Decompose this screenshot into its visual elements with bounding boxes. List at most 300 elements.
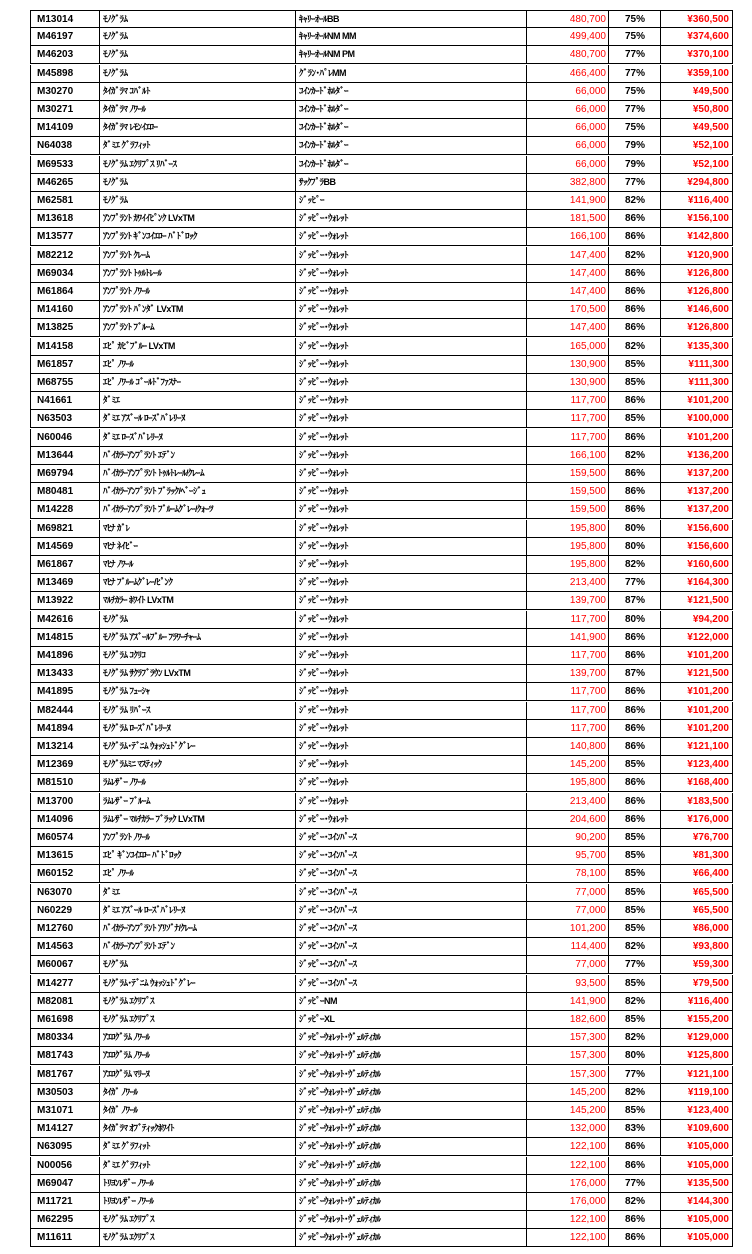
item-code: M81767	[30, 1066, 99, 1083]
item-name: ﾏﾋﾅ ﾉﾜｰﾙ	[99, 556, 295, 573]
item-code: M14815	[30, 629, 99, 646]
item-name: ﾓﾉｸﾞﾗﾑ ｱｽﾞｰﾙﾌﾞﾙｰ ﾌﾗﾜｰﾁｬｰﾑ	[99, 629, 295, 646]
buy-rate: 82%	[608, 338, 660, 355]
item-name: ｱﾝﾌﾟﾗﾝﾄ ｷﾞﾝｺｲｴﾛｰ ﾊﾞﾄﾞﾛｯｸ	[99, 228, 295, 245]
item-name: ｴﾋﾟ ﾉﾜｰﾙ	[99, 356, 295, 373]
item-code: M69821	[30, 520, 99, 537]
item-name: ｴﾋﾟ ｶﾋﾞﾌﾞﾙｰ LVxTM	[99, 338, 295, 355]
buy-price: ¥160,600	[660, 556, 733, 573]
buy-rate: 82%	[608, 938, 660, 955]
item-type: ｼﾞｯﾋﾟｰ･ｳｫﾚｯﾄ	[295, 811, 526, 828]
item-code: M69533	[30, 156, 99, 173]
item-code: M11721	[30, 1193, 99, 1210]
item-code: M14228	[30, 501, 99, 518]
retail-price: 166,100	[526, 447, 608, 464]
item-type: ｼﾞｯﾋﾟｰ･ｳｫﾚｯﾄ	[295, 319, 526, 336]
table-row	[30, 119, 733, 137]
item-code: M14563	[30, 938, 99, 955]
buy-price: ¥50,800	[660, 101, 733, 118]
buy-price: ¥105,000	[660, 1229, 733, 1246]
retail-price: 145,200	[526, 1084, 608, 1101]
item-name: ﾀﾞﾐｴ ｱｽﾞｰﾙ ﾛｰｽﾞﾊﾞﾚﾘｰﾇ	[99, 902, 295, 919]
retail-price: 114,400	[526, 938, 608, 955]
retail-price: 77,000	[526, 884, 608, 901]
item-name: ﾀﾞﾐｴ ﾛｰｽﾞﾊﾞﾚﾘｰﾇ	[99, 429, 295, 446]
buy-rate: 86%	[608, 793, 660, 810]
item-code: M69034	[30, 265, 99, 282]
item-code: N63503	[30, 410, 99, 427]
item-type: ｼﾞｯﾋﾟｰNM	[295, 993, 526, 1010]
item-name: ﾀｲｶﾞﾗﾏ ﾚﾓﾝｲｴﾛｰ	[99, 119, 295, 136]
buy-rate: 77%	[608, 46, 660, 63]
item-code: M14160	[30, 301, 99, 318]
item-code: M14569	[30, 538, 99, 555]
item-type: ｼﾞｯﾋﾟｰ･ｳｫﾚｯﾄ	[295, 665, 526, 682]
table-row	[30, 1029, 733, 1047]
item-code: M30271	[30, 101, 99, 118]
retail-price: 213,400	[526, 793, 608, 810]
item-type: ｼﾞｯﾋﾟｰｳｫﾚｯﾄ･ｳﾞｪﾙﾃｨｶﾙ	[295, 1138, 526, 1155]
item-code: M61864	[30, 283, 99, 300]
buy-rate: 75%	[608, 119, 660, 136]
item-type: ｼﾞｯﾋﾟｰｳｫﾚｯﾄ･ｳﾞｪﾙﾃｨｶﾙ	[295, 1193, 526, 1210]
table-row	[30, 993, 733, 1011]
item-code: M31071	[30, 1102, 99, 1119]
buy-rate: 75%	[608, 83, 660, 100]
buy-rate: 75%	[608, 28, 660, 45]
item-name: ｴﾋﾟ ｷﾞﾝｺｲｴﾛｰ ﾊﾞﾄﾞﾛｯｸ	[99, 847, 295, 864]
buy-rate: 85%	[608, 1011, 660, 1028]
buy-price: ¥121,100	[660, 738, 733, 755]
retail-price: 166,100	[526, 228, 608, 245]
item-name: ﾄﾘﾖﾝﾚｻﾞｰ ﾉﾜｰﾙ	[99, 1175, 295, 1192]
buy-price: ¥101,200	[660, 702, 733, 719]
item-name: ﾗﾑﾚｻﾞｰ ﾏﾙﾁｶﾗｰ ﾌﾞﾗｯｸ LVxTM	[99, 811, 295, 828]
buy-price: ¥93,800	[660, 938, 733, 955]
item-name: ｱﾝﾌﾟﾗﾝﾄ ﾉﾜｰﾙ	[99, 829, 295, 846]
retail-price: 147,400	[526, 283, 608, 300]
item-type: ｼﾞｯﾋﾟｰ･ｳｫﾚｯﾄ	[295, 720, 526, 737]
item-type: ｼﾞｯﾋﾟｰ･ｳｫﾚｯﾄ	[295, 338, 526, 355]
item-code: M13922	[30, 592, 99, 609]
buy-rate: 86%	[608, 774, 660, 791]
buy-rate: 85%	[608, 884, 660, 901]
item-name: ﾓﾉｸﾞﾗﾑ	[99, 956, 295, 973]
buy-price: ¥52,100	[660, 137, 733, 154]
table-row	[30, 210, 733, 228]
buy-price: ¥126,800	[660, 319, 733, 336]
table-row	[30, 629, 733, 647]
item-code: M41896	[30, 647, 99, 664]
buy-price: ¥66,400	[660, 865, 733, 882]
item-code: M46197	[30, 28, 99, 45]
buy-rate: 86%	[608, 1138, 660, 1155]
buy-price: ¥135,300	[660, 338, 733, 355]
item-type: ｷｬﾘｰｵｰﾙNM MM	[295, 28, 526, 45]
table-row	[30, 592, 733, 610]
item-name: ﾀﾞﾐｴ ｸﾞﾗﾌｨｯﾄ	[99, 137, 295, 154]
buy-price: ¥168,400	[660, 774, 733, 791]
item-type: ｼﾞｯﾋﾟｰ･ｳｫﾚｯﾄ	[295, 392, 526, 409]
item-type: ｼﾞｯﾋﾟｰ･ｺｲﾝﾊﾟｰｽ	[295, 975, 526, 992]
table-row	[30, 1211, 733, 1229]
item-type: ｼﾞｯﾋﾟｰ･ｳｫﾚｯﾄ	[295, 301, 526, 318]
buy-price: ¥94,200	[660, 611, 733, 628]
buy-rate: 86%	[608, 1229, 660, 1246]
retail-price: 195,800	[526, 774, 608, 791]
buy-rate: 85%	[608, 374, 660, 391]
buy-rate: 85%	[608, 829, 660, 846]
buy-price: ¥111,300	[660, 374, 733, 391]
item-name: ﾊﾞｲｶﾗｰｱﾝﾌﾟﾗﾝﾄ ｱﾘｿﾞﾅ/ｸﾚｰﾑ	[99, 920, 295, 937]
item-code: M14158	[30, 338, 99, 355]
buy-price: ¥123,400	[660, 756, 733, 773]
item-code: M46203	[30, 46, 99, 63]
buy-price: ¥49,500	[660, 83, 733, 100]
buy-price: ¥121,500	[660, 592, 733, 609]
item-name: ﾓﾉｸﾞﾗﾑ ｻｸﾗﾌﾞﾗｳﾝ LVxTM	[99, 665, 295, 682]
buy-rate: 85%	[608, 356, 660, 373]
item-code: M62581	[30, 192, 99, 209]
buy-price: ¥136,200	[660, 447, 733, 464]
retail-price: 499,400	[526, 28, 608, 45]
table-row	[30, 465, 733, 483]
table-row	[30, 829, 733, 847]
retail-price: 159,500	[526, 483, 608, 500]
table-row	[30, 46, 733, 64]
buy-rate: 82%	[608, 192, 660, 209]
table-row	[30, 647, 733, 665]
item-name: ﾓﾉｸﾞﾗﾑ ｴｸﾘﾌﾟｽ ﾘﾊﾞｰｽ	[99, 156, 295, 173]
item-name: ｴﾋﾟ ﾉﾜｰﾙ	[99, 865, 295, 882]
buy-rate: 86%	[608, 210, 660, 227]
buy-rate: 86%	[608, 465, 660, 482]
item-type: ｼﾞｯﾋﾟｰ･ｳｫﾚｯﾄ	[295, 356, 526, 373]
buy-rate: 86%	[608, 483, 660, 500]
item-name: ﾀﾞﾐｴ ｸﾞﾗﾌｨｯﾄ	[99, 1157, 295, 1174]
item-name: ｱｴﾛｸﾞﾗﾑ ﾉﾜｰﾙ	[99, 1047, 295, 1064]
buy-price: ¥120,900	[660, 247, 733, 264]
buy-rate: 86%	[608, 392, 660, 409]
buy-price: ¥101,200	[660, 720, 733, 737]
table-row	[30, 556, 733, 574]
table-row	[30, 447, 733, 465]
item-name: ﾓﾉｸﾞﾗﾑ･ﾃﾞﾆﾑ ｳｫｯｼｭﾄﾞｸﾞﾚｰ	[99, 975, 295, 992]
retail-price: 117,700	[526, 702, 608, 719]
retail-price: 195,800	[526, 538, 608, 555]
retail-price: 480,700	[526, 46, 608, 63]
table-row	[30, 538, 733, 556]
item-name: ｱﾝﾌﾟﾗﾝﾄ ｸﾚｰﾑ	[99, 247, 295, 264]
item-type: ｼﾞｯﾋﾟｰｳｫﾚｯﾄ･ｳﾞｪﾙﾃｨｶﾙ	[295, 1157, 526, 1174]
item-type: ｼﾞｯﾋﾟｰ･ｳｫﾚｯﾄ	[295, 374, 526, 391]
buy-rate: 86%	[608, 265, 660, 282]
item-name: ﾊﾞｲｶﾗｰｱﾝﾌﾟﾗﾝﾄ ｴﾃﾞﾝ	[99, 447, 295, 464]
buy-price: ¥125,800	[660, 1047, 733, 1064]
retail-price: 195,800	[526, 556, 608, 573]
buy-rate: 82%	[608, 556, 660, 573]
buy-price: ¥126,800	[660, 265, 733, 282]
item-name: ﾓﾉｸﾞﾗﾑ ｴｸﾘﾌﾟｽ	[99, 993, 295, 1010]
item-name: ｴﾋﾟ ﾉﾜｰﾙ ｺﾞｰﾙﾄﾞﾌｧｽﾅｰ	[99, 374, 295, 391]
buy-rate: 86%	[608, 1157, 660, 1174]
item-type: ｼﾞｯﾋﾟｰ･ｳｫﾚｯﾄ	[295, 611, 526, 628]
table-row	[30, 1120, 733, 1138]
buy-rate: 87%	[608, 592, 660, 609]
buy-rate: 77%	[608, 65, 660, 82]
retail-price: 157,300	[526, 1029, 608, 1046]
table-row	[30, 301, 733, 319]
item-type: ｺｲﾝｶｰﾄﾞﾎﾙﾀﾞｰ	[295, 119, 526, 136]
retail-price: 213,400	[526, 574, 608, 591]
item-code: M61698	[30, 1011, 99, 1028]
item-type: ｼﾞｯﾋﾟｰ･ｳｫﾚｯﾄ	[295, 592, 526, 609]
buy-rate: 86%	[608, 629, 660, 646]
buy-price: ¥156,600	[660, 520, 733, 537]
retail-price: 195,800	[526, 520, 608, 537]
table-row	[30, 1229, 733, 1247]
buy-price: ¥374,600	[660, 28, 733, 45]
item-type: ｼﾞｯﾋﾟｰ･ｳｫﾚｯﾄ	[295, 283, 526, 300]
buy-rate: 77%	[608, 101, 660, 118]
item-code: M60152	[30, 865, 99, 882]
item-name: ｱﾝﾌﾟﾗﾝﾄ ｶﾜｲｲﾋﾟﾝｸ LVxTM	[99, 210, 295, 227]
item-name: ﾄﾘﾖﾝﾚｻﾞｰ ﾉﾜｰﾙ	[99, 1193, 295, 1210]
buy-price: ¥105,000	[660, 1157, 733, 1174]
table-row	[30, 920, 733, 938]
table-row	[30, 265, 733, 283]
retail-price: 480,700	[526, 11, 608, 28]
buy-rate: 82%	[608, 993, 660, 1010]
item-type: ｼﾞｯﾋﾟｰ･ｳｫﾚｯﾄ	[295, 683, 526, 700]
buy-rate: 80%	[608, 1047, 660, 1064]
retail-price: 66,000	[526, 83, 608, 100]
table-row	[30, 520, 733, 538]
item-type: ｼﾞｯﾋﾟｰ･ｳｫﾚｯﾄ	[295, 228, 526, 245]
item-code: M13214	[30, 738, 99, 755]
retail-price: 122,100	[526, 1211, 608, 1228]
item-code: M13577	[30, 228, 99, 245]
item-name: ﾓﾉｸﾞﾗﾑ	[99, 46, 295, 63]
item-name: ﾓﾉｸﾞﾗﾑ･ﾃﾞﾆﾑ ｳｫｯｼｭﾄﾞｸﾞﾚｰ	[99, 738, 295, 755]
buy-rate: 86%	[608, 501, 660, 518]
item-code: M14096	[30, 811, 99, 828]
buy-price: ¥137,200	[660, 501, 733, 518]
retail-price: 117,700	[526, 647, 608, 664]
item-code: M82081	[30, 993, 99, 1010]
retail-price: 78,100	[526, 865, 608, 882]
buy-rate: 86%	[608, 683, 660, 700]
item-code: N60046	[30, 429, 99, 446]
retail-price: 139,700	[526, 665, 608, 682]
buy-price: ¥111,300	[660, 356, 733, 373]
retail-price: 466,400	[526, 65, 608, 82]
buy-rate: 85%	[608, 920, 660, 937]
item-type: ｼﾞｯﾋﾟｰ･ｳｫﾚｯﾄ	[295, 520, 526, 537]
buy-rate: 82%	[608, 1193, 660, 1210]
item-name: ﾓﾉｸﾞﾗﾑ	[99, 174, 295, 191]
table-row	[30, 665, 733, 683]
item-type: ｼﾞｯﾋﾟｰ･ｳｫﾚｯﾄ	[295, 793, 526, 810]
retail-price: 157,300	[526, 1047, 608, 1064]
table-row	[30, 774, 733, 792]
buy-rate: 79%	[608, 156, 660, 173]
item-name: ﾓﾉｸﾞﾗﾑﾐﾆ ﾏｽﾃｨｯｸ	[99, 756, 295, 773]
buy-rate: 82%	[608, 247, 660, 264]
buy-price: ¥52,100	[660, 156, 733, 173]
buy-rate: 86%	[608, 1211, 660, 1228]
retail-price: 66,000	[526, 156, 608, 173]
table-row	[30, 720, 733, 738]
item-type: ｼﾞｯﾋﾟｰ･ｳｫﾚｯﾄ	[295, 556, 526, 573]
item-type: ｼﾞｯﾋﾟｰ･ｺｲﾝﾊﾟｰｽ	[295, 884, 526, 901]
table-row	[30, 83, 733, 101]
table-row	[30, 975, 733, 993]
buy-rate: 86%	[608, 811, 660, 828]
buy-rate: 86%	[608, 720, 660, 737]
buy-price: ¥116,400	[660, 192, 733, 209]
retail-price: 147,400	[526, 265, 608, 282]
buy-rate: 82%	[608, 1084, 660, 1101]
retail-price: 95,700	[526, 847, 608, 864]
buy-price: ¥137,200	[660, 483, 733, 500]
retail-price: 122,100	[526, 1138, 608, 1155]
buy-price: ¥79,500	[660, 975, 733, 992]
table-row	[30, 283, 733, 301]
buy-price: ¥156,600	[660, 538, 733, 555]
table-row	[30, 429, 733, 447]
item-code: M61857	[30, 356, 99, 373]
item-type: ｼﾞｯﾋﾟｰ	[295, 192, 526, 209]
item-name: ﾗﾑﾚｻﾞｰ ﾉﾜｰﾙ	[99, 774, 295, 791]
item-name: ﾀｲｶﾞﾗﾏ ｺﾊﾞﾙﾄ	[99, 83, 295, 100]
item-type: ｼﾞｯﾋﾟｰｳｫﾚｯﾄ･ｳﾞｪﾙﾃｨｶﾙ	[295, 1211, 526, 1228]
item-type: ｼﾞｯﾋﾟｰ･ｳｫﾚｯﾄ	[295, 483, 526, 500]
item-type: ｼﾞｯﾋﾟｰXL	[295, 1011, 526, 1028]
item-code: M46265	[30, 174, 99, 191]
item-code: M69794	[30, 465, 99, 482]
table-row	[30, 392, 733, 410]
buy-price: ¥129,000	[660, 1029, 733, 1046]
buy-price: ¥101,200	[660, 392, 733, 409]
item-name: ﾓﾉｸﾞﾗﾑ ｺｸﾘｺ	[99, 647, 295, 664]
item-code: M61867	[30, 556, 99, 573]
buy-price: ¥359,100	[660, 65, 733, 82]
table-row	[30, 847, 733, 865]
retail-price: 204,600	[526, 811, 608, 828]
table-row	[30, 374, 733, 392]
item-code: M14127	[30, 1120, 99, 1137]
retail-price: 147,400	[526, 247, 608, 264]
retail-price: 141,900	[526, 629, 608, 646]
buy-price: ¥360,500	[660, 11, 733, 28]
table-row	[30, 1047, 733, 1065]
item-type: ｼﾞｯﾋﾟｰ･ｳｫﾚｯﾄ	[295, 702, 526, 719]
item-code: N41661	[30, 392, 99, 409]
item-code: M12369	[30, 756, 99, 773]
retail-price: 101,200	[526, 920, 608, 937]
item-name: ﾊﾞｲｶﾗｰｱﾝﾌﾟﾗﾝﾄ ﾌﾞﾗｯｸ/ﾍﾞｰｼﾞｭ	[99, 483, 295, 500]
buy-price: ¥65,500	[660, 902, 733, 919]
table-row	[30, 1193, 733, 1211]
table-row	[30, 902, 733, 920]
item-type: ｺｲﾝｶｰﾄﾞﾎﾙﾀﾞｰ	[295, 156, 526, 173]
buy-rate: 80%	[608, 611, 660, 628]
item-name: ｱﾝﾌﾟﾗﾝﾄ ﾌﾞﾙｰﾑ	[99, 319, 295, 336]
retail-price: 117,700	[526, 429, 608, 446]
buy-price: ¥164,300	[660, 574, 733, 591]
buy-price: ¥144,300	[660, 1193, 733, 1210]
buy-price: ¥121,100	[660, 1066, 733, 1083]
table-row	[30, 501, 733, 519]
item-code: M11611	[30, 1229, 99, 1246]
retail-price: 382,800	[526, 174, 608, 191]
item-name: ﾊﾞｲｶﾗｰｱﾝﾌﾟﾗﾝﾄ ｴﾃﾞﾝ	[99, 938, 295, 955]
buy-rate: 75%	[608, 11, 660, 28]
retail-price: 117,700	[526, 611, 608, 628]
buy-price: ¥101,200	[660, 647, 733, 664]
table-row	[30, 884, 733, 902]
retail-price: 90,200	[526, 829, 608, 846]
table-row	[30, 338, 733, 356]
buy-price: ¥100,000	[660, 410, 733, 427]
item-name: ﾗﾑﾚｻﾞｰ ﾌﾞﾙｰﾑ	[99, 793, 295, 810]
item-code: M80334	[30, 1029, 99, 1046]
buy-price: ¥126,800	[660, 283, 733, 300]
table-row	[30, 1066, 733, 1084]
retail-price: 157,300	[526, 1066, 608, 1083]
retail-price: 145,200	[526, 1102, 608, 1119]
item-name: ﾏﾋﾅ ﾌﾞﾙｰﾑｸﾞﾚｰ/ﾋﾟﾝｸ	[99, 574, 295, 591]
item-code: M81510	[30, 774, 99, 791]
item-code: N64038	[30, 137, 99, 154]
retail-price: 159,500	[526, 501, 608, 518]
item-name: ﾀｲｶﾞ ﾉﾜｰﾙ	[99, 1102, 295, 1119]
item-type: ｼﾞｯﾋﾟｰ･ｳｫﾚｯﾄ	[295, 501, 526, 518]
item-name: ﾀｲｶﾞﾗﾏ ﾉﾜｰﾙ	[99, 101, 295, 118]
table-row	[30, 956, 733, 974]
buy-price: ¥122,000	[660, 629, 733, 646]
item-name: ﾀｲｶﾞ ﾉﾜｰﾙ	[99, 1084, 295, 1101]
item-type: ｼﾞｯﾋﾟｰ･ｳｫﾚｯﾄ	[295, 574, 526, 591]
item-type: ｼﾞｯﾋﾟｰｳｫﾚｯﾄ･ｳﾞｪﾙﾃｨｶﾙ	[295, 1102, 526, 1119]
item-type: ｼﾞｯﾋﾟｰ･ｳｫﾚｯﾄ	[295, 210, 526, 227]
item-type: ｺｲﾝｶｰﾄﾞﾎﾙﾀﾞｰ	[295, 83, 526, 100]
buy-rate: 80%	[608, 520, 660, 537]
item-type: ｺｲﾝｶｰﾄﾞﾎﾙﾀﾞｰ	[295, 101, 526, 118]
item-name: ﾀﾞﾐｴ ｸﾞﾗﾌｨｯﾄ	[99, 1138, 295, 1155]
buy-rate: 85%	[608, 1102, 660, 1119]
table-row	[30, 1138, 733, 1156]
buy-rate: 85%	[608, 902, 660, 919]
retail-price: 182,600	[526, 1011, 608, 1028]
item-code: M30503	[30, 1084, 99, 1101]
item-name: ﾓﾉｸﾞﾗﾑ	[99, 611, 295, 628]
buy-rate: 79%	[608, 137, 660, 154]
buy-rate: 86%	[608, 738, 660, 755]
retail-price: 139,700	[526, 592, 608, 609]
buy-price: ¥65,500	[660, 884, 733, 901]
buy-price: ¥156,100	[660, 210, 733, 227]
table-row	[30, 865, 733, 883]
buy-price: ¥116,400	[660, 993, 733, 1010]
buy-price: ¥137,200	[660, 465, 733, 482]
item-name: ｱﾝﾌﾟﾗﾝﾄ ﾊﾟﾝﾀﾞ LVxTM	[99, 301, 295, 318]
item-name: ﾀﾞﾐｴ	[99, 884, 295, 901]
item-type: ｼﾞｯﾋﾟｰｳｫﾚｯﾄ･ｳﾞｪﾙﾃｨｶﾙ	[295, 1175, 526, 1192]
buy-rate: 77%	[608, 956, 660, 973]
buy-rate: 77%	[608, 574, 660, 591]
